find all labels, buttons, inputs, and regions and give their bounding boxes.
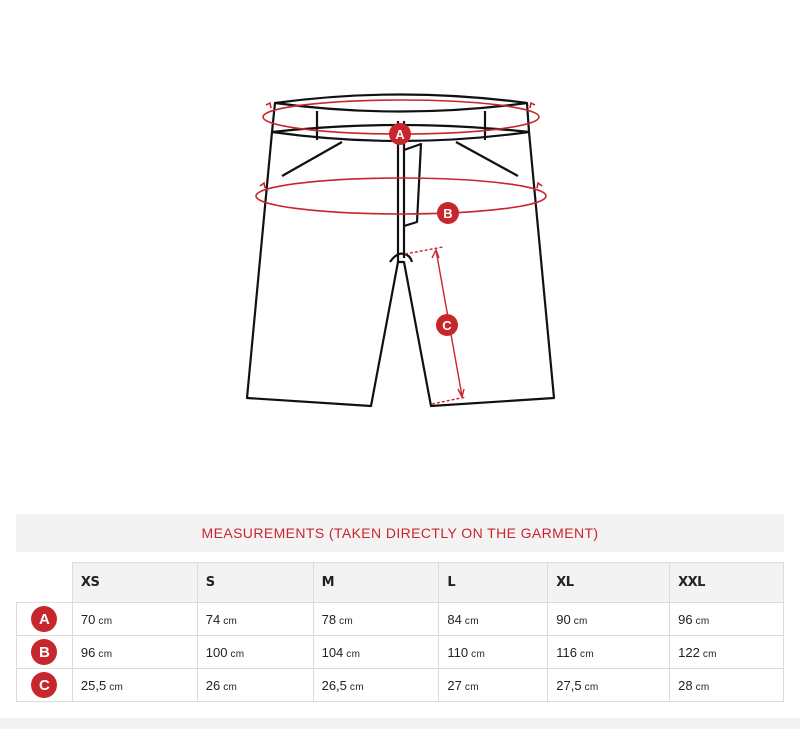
table-corner <box>17 563 73 603</box>
size-header-xs: XS <box>72 563 197 603</box>
unit-label: cm <box>695 615 710 627</box>
unit-label: cm <box>346 648 361 660</box>
measurements-title: MEASUREMENTS (TAKEN DIRECTLY ON THE GARMENT) <box>201 525 599 541</box>
size-header-row <box>17 563 784 603</box>
unit-label: cm <box>223 615 238 627</box>
unit-label: cm <box>349 681 364 693</box>
row-marker-cell <box>17 603 73 636</box>
marker-b <box>437 202 459 224</box>
size-table <box>16 562 784 702</box>
marker-a-label: A <box>395 127 405 142</box>
table-cell: 74 cm <box>197 603 313 636</box>
row-marker-cell <box>17 636 73 669</box>
size-header-xxl: XXL <box>670 563 784 603</box>
marker-b-label: B <box>443 206 453 221</box>
table-cell: 27,5 cm <box>548 669 670 702</box>
size-header-m: M <box>313 563 439 603</box>
unit-label: cm <box>573 615 588 627</box>
unit-label: cm <box>464 615 479 627</box>
table-cell: 70 cm <box>72 603 197 636</box>
unit-label: cm <box>223 681 238 693</box>
table-cell: 116 cm <box>548 636 670 669</box>
marker-c <box>436 314 458 336</box>
unit-label: cm <box>702 648 717 660</box>
table-cell: 104 cm <box>313 636 439 669</box>
unit-label: cm <box>580 648 594 660</box>
table-cell: 96 cm <box>72 636 197 669</box>
unit-label: cm <box>339 615 353 627</box>
table-cell: 27 cm <box>439 669 548 702</box>
table-row <box>17 636 784 669</box>
marker-c-label: C <box>442 318 452 333</box>
table-row <box>17 603 784 636</box>
unit-label: cm <box>584 681 599 693</box>
row-marker-b: B <box>31 639 57 665</box>
unit-label: cm <box>230 648 245 660</box>
size-header-s: S <box>197 563 313 603</box>
table-cell: 28 cm <box>670 669 784 702</box>
unit-label: cm <box>98 615 113 627</box>
table-cell: 90 cm <box>548 603 670 636</box>
table-row <box>17 669 784 702</box>
marker-a <box>389 123 411 145</box>
table-cell: 84 cm <box>439 603 548 636</box>
row-marker-a: A <box>31 606 57 632</box>
row-marker-c: C <box>31 672 57 698</box>
unit-label: cm <box>695 681 710 693</box>
table-cell: 26,5 cm <box>313 669 439 702</box>
unit-label: cm <box>109 681 124 693</box>
unit-label: cm <box>98 648 113 660</box>
size-header-xl: XL <box>548 563 670 603</box>
size-header-l: L <box>439 563 548 603</box>
table-cell: 122 cm <box>670 636 784 669</box>
unit-label: cm <box>471 648 486 660</box>
table-cell: 78 cm <box>313 603 439 636</box>
table-cell: 25,5 cm <box>72 669 197 702</box>
table-cell: 100 cm <box>197 636 313 669</box>
table-cell: 110 cm <box>439 636 548 669</box>
table-cell: 26 cm <box>197 669 313 702</box>
table-cell: 96 cm <box>670 603 784 636</box>
row-marker-cell <box>17 669 73 702</box>
footer-bar <box>0 718 800 729</box>
measurements-banner <box>16 514 784 552</box>
measure-line-b <box>256 178 546 214</box>
unit-label: cm <box>464 681 479 693</box>
